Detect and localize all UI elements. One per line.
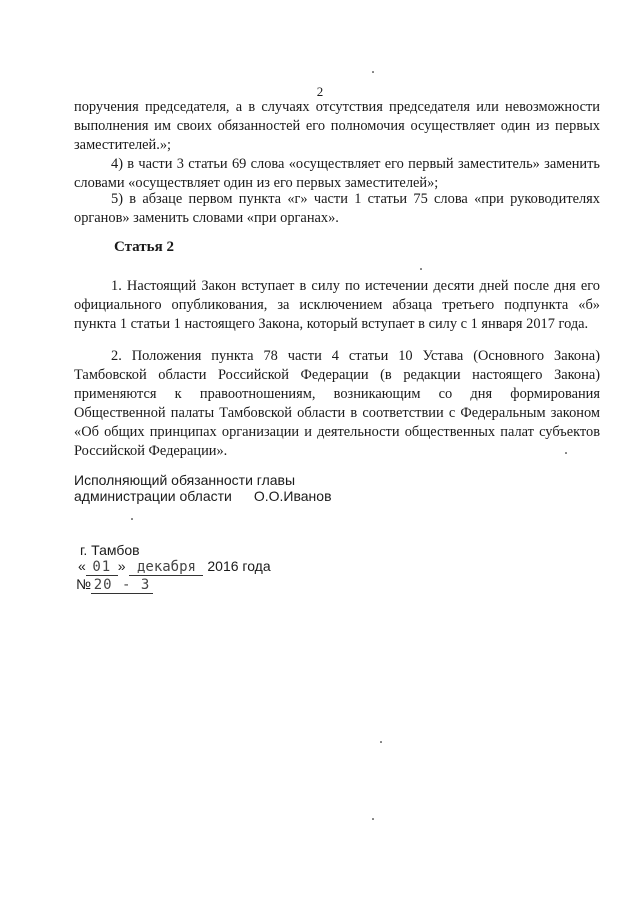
scan-speck [420,268,422,270]
paragraph-continuation: поручения председателя, а в случаях отсутствия председателя или невозможности выполнения им своих обязанностей его полномочия осуществляет один из первых заместителей.»; [74,99,600,153]
date-day: 01 [86,559,118,576]
signature-title-line2 [74,488,332,504]
article-heading: Статья 2 [114,239,174,255]
scan-speck [131,518,133,520]
signatory-name: О.О.Иванов [253,488,332,504]
scan-speck [380,741,382,743]
date-line [78,558,271,576]
date-year: 2016 года [207,558,271,574]
article-2-paragraph-1: 1. Настоящий Закон вступает в силу по истечении десяти дней после дня его официального опубликования, за исключением абзаца третьего подпункта «б» пункта 1 статьи 1 настоящего Закона, который вступает в силу с 1 января 2017 года. [74,278,600,332]
paragraph-item-4: 4) в части 3 статьи 69 слова «осуществляет его первый заместитель» заменить словами «осуществляет один из его первых заместителей»; [74,156,600,191]
scan-speck [372,818,374,820]
signature-block [74,472,332,504]
scan-speck [372,71,374,73]
signature-title-line1: Исполняющий обязанности главы [74,472,296,488]
scan-speck [565,452,567,454]
page-number: 2 [316,84,324,99]
number-sign: № [76,576,92,592]
paragraph-item-5: 5) в абзаце первом пункта «г» части 1 статьи 75 слова «при руководителях органов» заменить словами «при органах». [74,191,600,226]
date-close-quote: » [117,558,126,574]
date-month: декабря [129,559,203,576]
document-number: 20 - 3 [91,577,153,594]
date-open-quote: « [78,558,86,574]
article-2-paragraph-2: 2. Положения пункта 78 части 4 статьи 10 Устава (Основного Закона) Тамбовской области Российской Федерации (в редакции настоящего Закона) применяются к правоотношениям, возникающим со дня формирования Общественной палаты Тамбовской области в соответствии с Федеральным законом «Об общих принципах организации и деятельности общественных палат субъектов Российской Федерации». [74,348,600,459]
document-number-line [76,576,153,594]
city-line: г. Тамбов [80,542,140,558]
signature-position: администрации области [74,488,232,504]
